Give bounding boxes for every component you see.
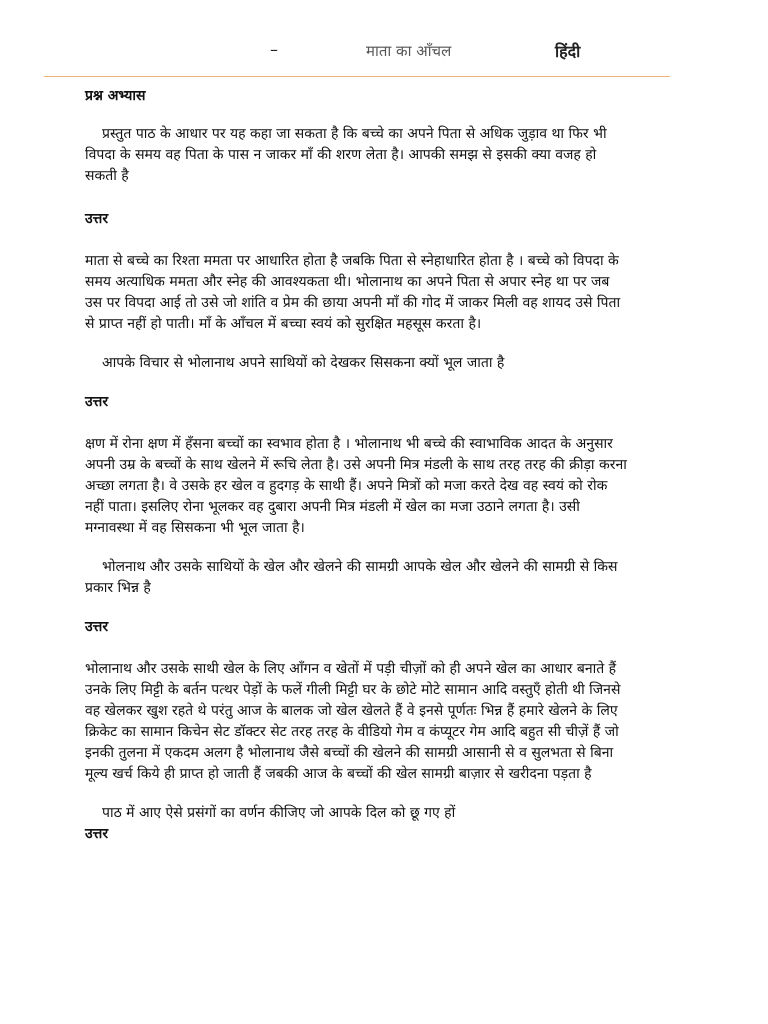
page-header	[0, 0, 768, 78]
question-4: पाठ में आए ऐसे प्रसंगों का वर्णन कीजिए जो आपके दिल को छू गए हों	[102, 805, 456, 821]
section-title: प्रश्न अभ्यास	[85, 88, 146, 104]
answer-label-2: उत्तर	[85, 394, 109, 410]
subject-title: हिंदी	[555, 42, 581, 61]
question-1: प्रस्तुत पाठ के आधार पर यह कहा जा सकता है कि बच्चे का अपने पिता से अधिक जुड़ाव था फिर भी विपदा के समय वह पिता के पास न जाकर माँ की शरण लेता है। आपकी समझ से इसकी क्या वजह हो सकती है	[85, 126, 607, 184]
question-2: आपके विचार से भोलानाथ अपने साथियों को देखकर सिसकना क्यों भूल जाता है	[102, 355, 505, 371]
header-dash: –	[270, 40, 278, 59]
chapter-title: माता का आँचल	[366, 42, 452, 60]
document-body	[85, 86, 630, 844]
answer-2: क्षण में रोना क्षण में हँसना बच्चों का स्वभाव होता है । भोलानाथ भी बच्चे की स्वाभाविक आदत के अनुसार अपनी उम्र के बच्चों के साथ खेलने में रूचि लेता है। उसे अपनी मित्र मंडली के साथ तरह तरह की क्रीड़ा करना अच्छा लगता है। वे उसके हर खेल व हुदगड़ के साथी हैं। अपने मित्रों को मजा करते देख वह स्वयं को रोक नहीं पाता। इसलिए रोना भूलकर वह दुबारा अपनी मित्र मंडली में खेल का मजा उठाने लगता है। उसी मग्नावस्था में वह सिसकना भी भूल जाता है।	[85, 436, 627, 536]
answer-label-4: उत्तर	[85, 826, 109, 842]
answer-1: माता से बच्चे का रिश्ता ममता पर आधारित होता है जबकि पिता से स्नेहाधारित होता है । बच्चे को विपदा के समय अत्याधिक ममता और स्नेह की आवश्यकता थी। भोलानाथ का अपने पिता से अपार स्नेह था पर जब उस पर विपदा आई तो उसे जो शांति व प्रेम की छाया अपनी माँ की गोद में जाकर मिली वह शायद उसे पिता से प्राप्त नहीं हो पाती। माँ के आँचल में बच्चा स्वयं को सुरक्षित महसूस करता है।	[85, 253, 621, 332]
answer-3: भोलानाथ और उसके साथी खेल के लिए आँगन व खेतों में पड़ी चीज़ों को ही अपने खेल का आधार बनाते हैं उनके लिए मिट्टी के बर्तन पत्थर पेड़ों के फलें गीली मिट्टी घर के छोटे मोटे सामान आदि वस्तुएँ होती थी जिनसे वह खेलकर खुश रहते थे परंतु आज के बालक जो खेल खेलते हैं वे इनसे पूर्णतः भिन्न हैं हमारे खेलने के लिए क्रिकेट का सामान किचेन सेट डॉक्टर सेट तरह तरह के वीडियो गेम व कंप्यूटर गेम आदि बहुत सी चीज़ें हैं जो इनकी तुलना में एकदम अलग है भोलानाथ जैसे बच्चों की खेलने की सामग्री आसानी से व सुलभता से बिना मूल्य खर्च किये ही प्राप्त हो जाती हैं जबकी आज के बच्चों की खेल सामग्री बाज़ार से खरीदना पड़ता है	[85, 661, 621, 782]
question-3: भोलनाथ और उसके साथियों के खेल और खेलने की सामग्री आपके खेल और खेलने की सामग्री से किस प्रकार भिन्न है	[85, 559, 618, 596]
answer-label-1: उत्तर	[85, 211, 109, 227]
answer-label-3: उत्तर	[85, 619, 109, 635]
header-divider	[44, 76, 670, 77]
